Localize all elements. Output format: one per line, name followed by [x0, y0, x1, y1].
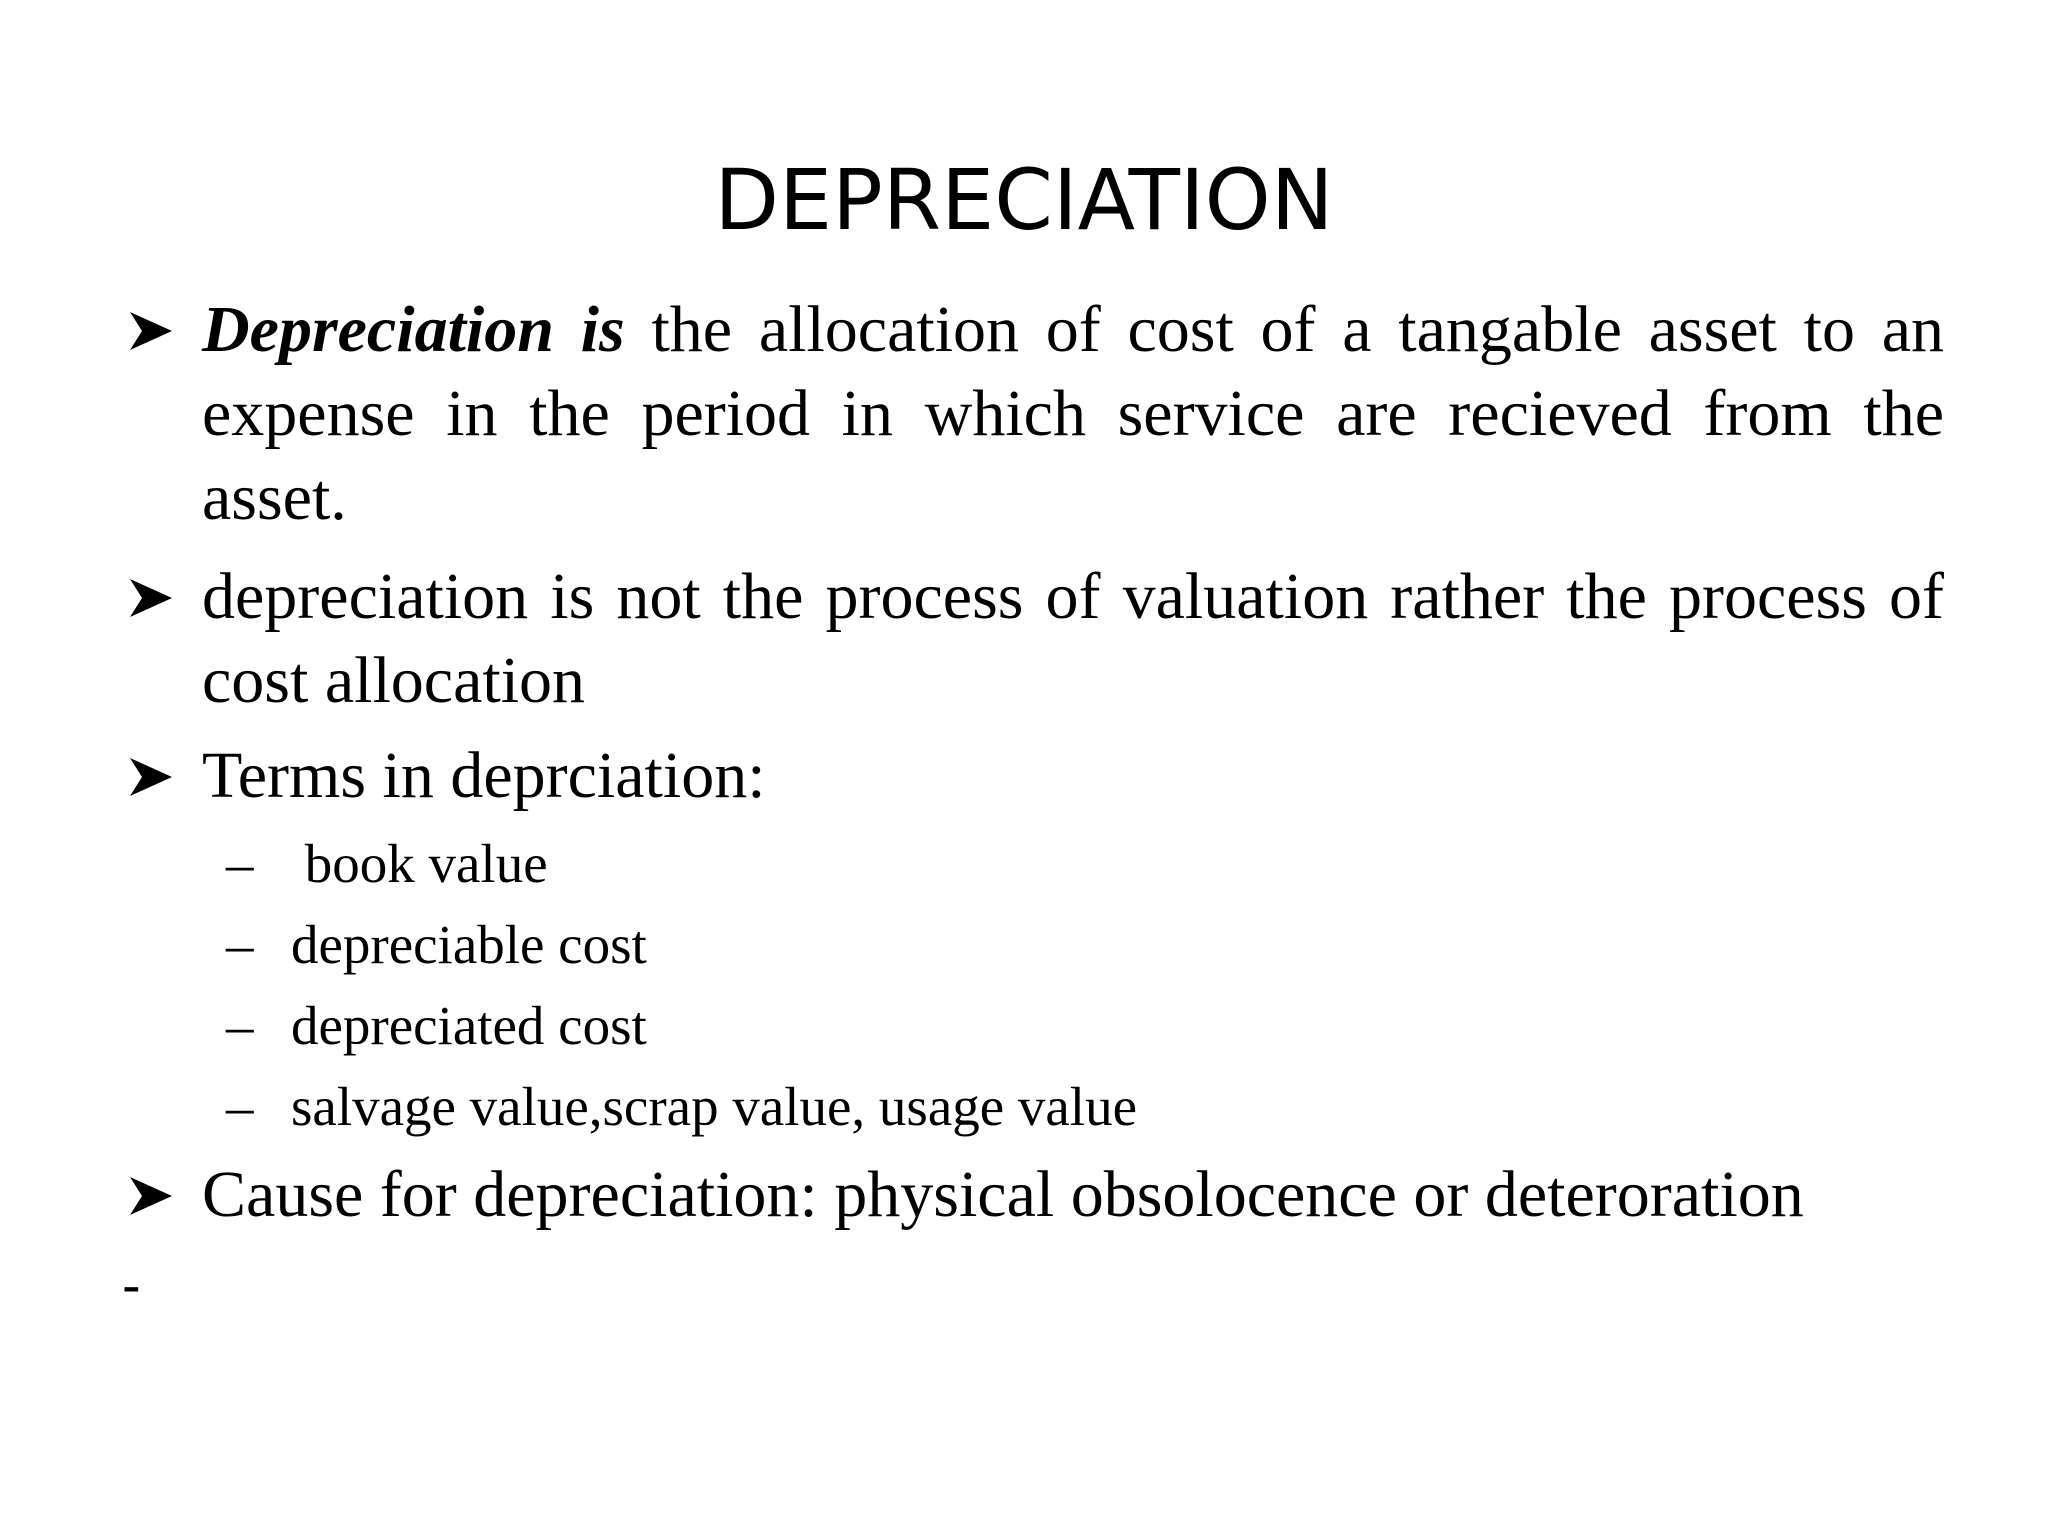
sub-bullet-item [226, 985, 1137, 1066]
sub-bullet-text: book value [291, 833, 548, 894]
dash-bullet-icon: – [226, 833, 254, 894]
arrowhead-bullet-icon [128, 308, 174, 354]
slide-title: DEPRECIATION [714, 151, 1334, 249]
sub-bullet-text: salvage value,scrap value, usage value [291, 1076, 1138, 1137]
bullet-text: Terms in deprciation: [202, 739, 766, 812]
bullet-item [128, 288, 1944, 540]
dash-bullet-icon: – [226, 995, 254, 1056]
sub-bullet-item [226, 823, 1137, 904]
sub-bullet-text: depreciable cost [291, 914, 647, 975]
sub-bullet-list [226, 823, 1137, 1147]
bullet-text [202, 288, 1944, 540]
bullet-text: depreciation is not the process of valuation rather the process of cost allocation [202, 560, 1944, 717]
sub-bullet-item [226, 1066, 1137, 1147]
dash-bullet-icon: – [226, 914, 254, 975]
bullet-item [128, 555, 1944, 723]
arrowhead-bullet-icon [128, 575, 174, 621]
bullet-lead-term: Depreciation is [202, 293, 625, 366]
bullet-text: Cause for depreciation: physical obsolocence or deteroration [202, 1158, 1804, 1231]
dash-bullet-icon: – [226, 1076, 254, 1137]
bullet-item [128, 1153, 1944, 1237]
arrowhead-bullet-icon [128, 1173, 174, 1219]
bullet-body: the allocation of cost of a tangable asset to an expense in the period in which service are recieved from the asset. [202, 293, 1944, 534]
sub-bullet-item [226, 904, 1137, 985]
trailing-dash-mark: - [122, 1253, 141, 1316]
bullet-item [128, 734, 1944, 818]
sub-bullet-text: depreciated cost [291, 995, 647, 1056]
arrowhead-bullet-icon [128, 754, 174, 800]
